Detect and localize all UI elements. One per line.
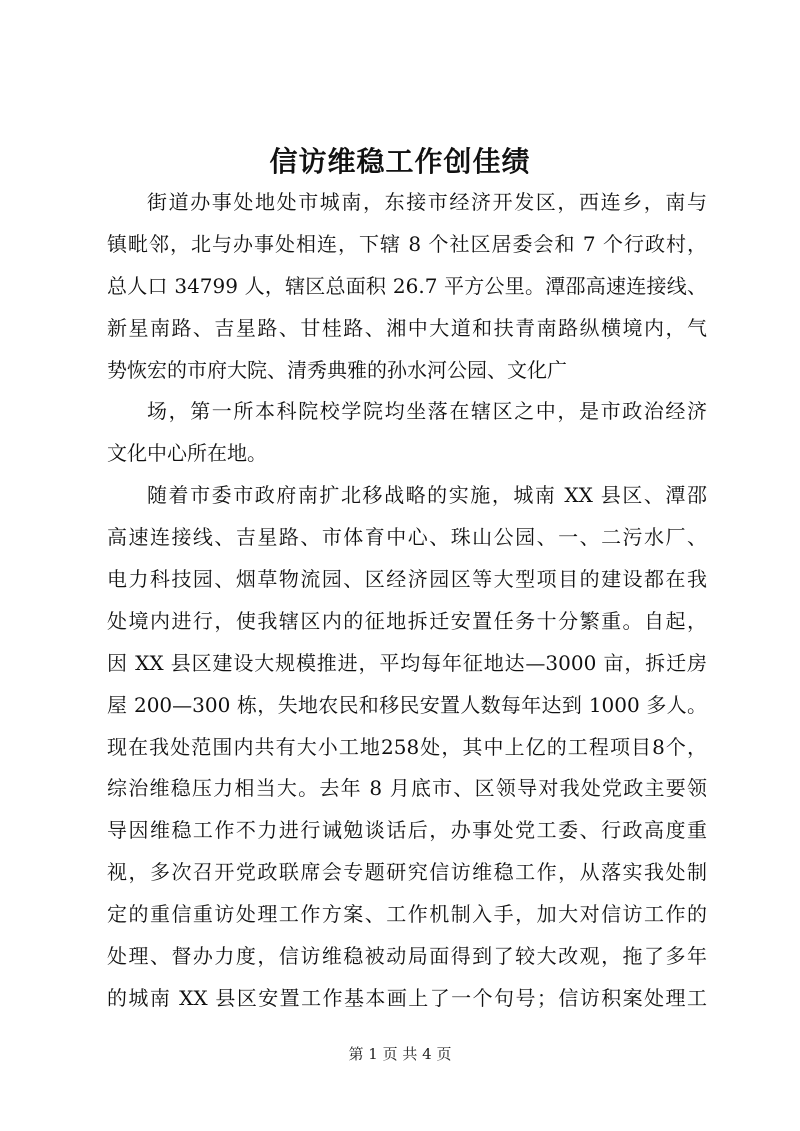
paragraph-1-line-4: 新星南路、吉星路、甘桂路、湘中大道和扶青南路纵横境内，气	[107, 315, 707, 340]
document-title: 信访维稳工作创佳绩	[269, 145, 531, 178]
paragraph-3-line-5: 因 XX 县区建设大规模推进，平均每年征地达—3000 亩，拆迁房	[107, 650, 707, 675]
paragraph-3-line-1: 随着市委市政府南扩北移战略的实施，城南 XX 县区、潭邵	[147, 483, 707, 508]
paragraph-2-line-1: 场，第一所本科院校学院均坐落在辖区之中，是市政治经济	[147, 399, 707, 424]
paragraph-3-line-10: 视，多次召开党政联席会专题研究信访维稳工作，从落实我处制	[107, 860, 707, 885]
paragraph-3-line-12: 处理、督办力度，信访维稳被动局面得到了较大改观，拖了多年	[107, 944, 707, 969]
paragraph-3-line-11: 定的重信重访处理工作方案、工作机制入手，加大对信访工作的	[107, 902, 707, 927]
paragraph-3-line-3: 电力科技园、烟草物流园、区经济园区等大型项目的建设都在我	[107, 567, 707, 592]
page-footer: 第 1 页 共 4 页	[348, 1045, 452, 1063]
paragraph-2-line-2: 文化中心所在地。	[107, 441, 267, 466]
document-body	[107, 182, 707, 1020]
paragraph-1-line-2: 镇毗邻，北与办事处相连，下辖 8 个社区居委会和 7 个行政村，	[107, 231, 707, 256]
paragraph-3-line-6: 屋 200—300 栋，失地农民和移民安置人数每年达到 1000 多人。	[107, 692, 707, 717]
paragraph-3-line-7: 现在我处范围内共有大小工地258处，其中上亿的工程项目8个，	[107, 734, 707, 759]
paragraph-1-line-3: 总人口 34799 人，辖区总面积 26.7 平方公里。潭邵高速连接线、	[107, 273, 707, 298]
paragraph-1-line-1: 街道办事处地处市城南，东接市经济开发区，西连乡，南与	[147, 190, 707, 214]
paragraph-3-line-4: 处境内进行，使我辖区内的征地拆迁安置任务十分繁重。自起，	[107, 608, 707, 633]
paragraph-1-line-5: 势恢宏的市府大院、清秀典雅的孙水河公园、文化广	[107, 357, 567, 382]
paragraph-3-line-13: 的城南 XX 县区安置工作基本画上了一个句号；信访积案处理工	[107, 985, 707, 1010]
paragraph-3-line-8: 综治维稳压力相当大。去年 8 月底市、区领导对我处党政主要领	[107, 776, 707, 801]
paragraph-3-line-9: 导因维稳工作不力进行诫勉谈话后，办事处党工委、行政高度重	[107, 818, 707, 843]
paragraph-3-line-2: 高速连接线、吉星路、市体育中心、珠山公园、一、二污水厂、	[107, 525, 707, 550]
